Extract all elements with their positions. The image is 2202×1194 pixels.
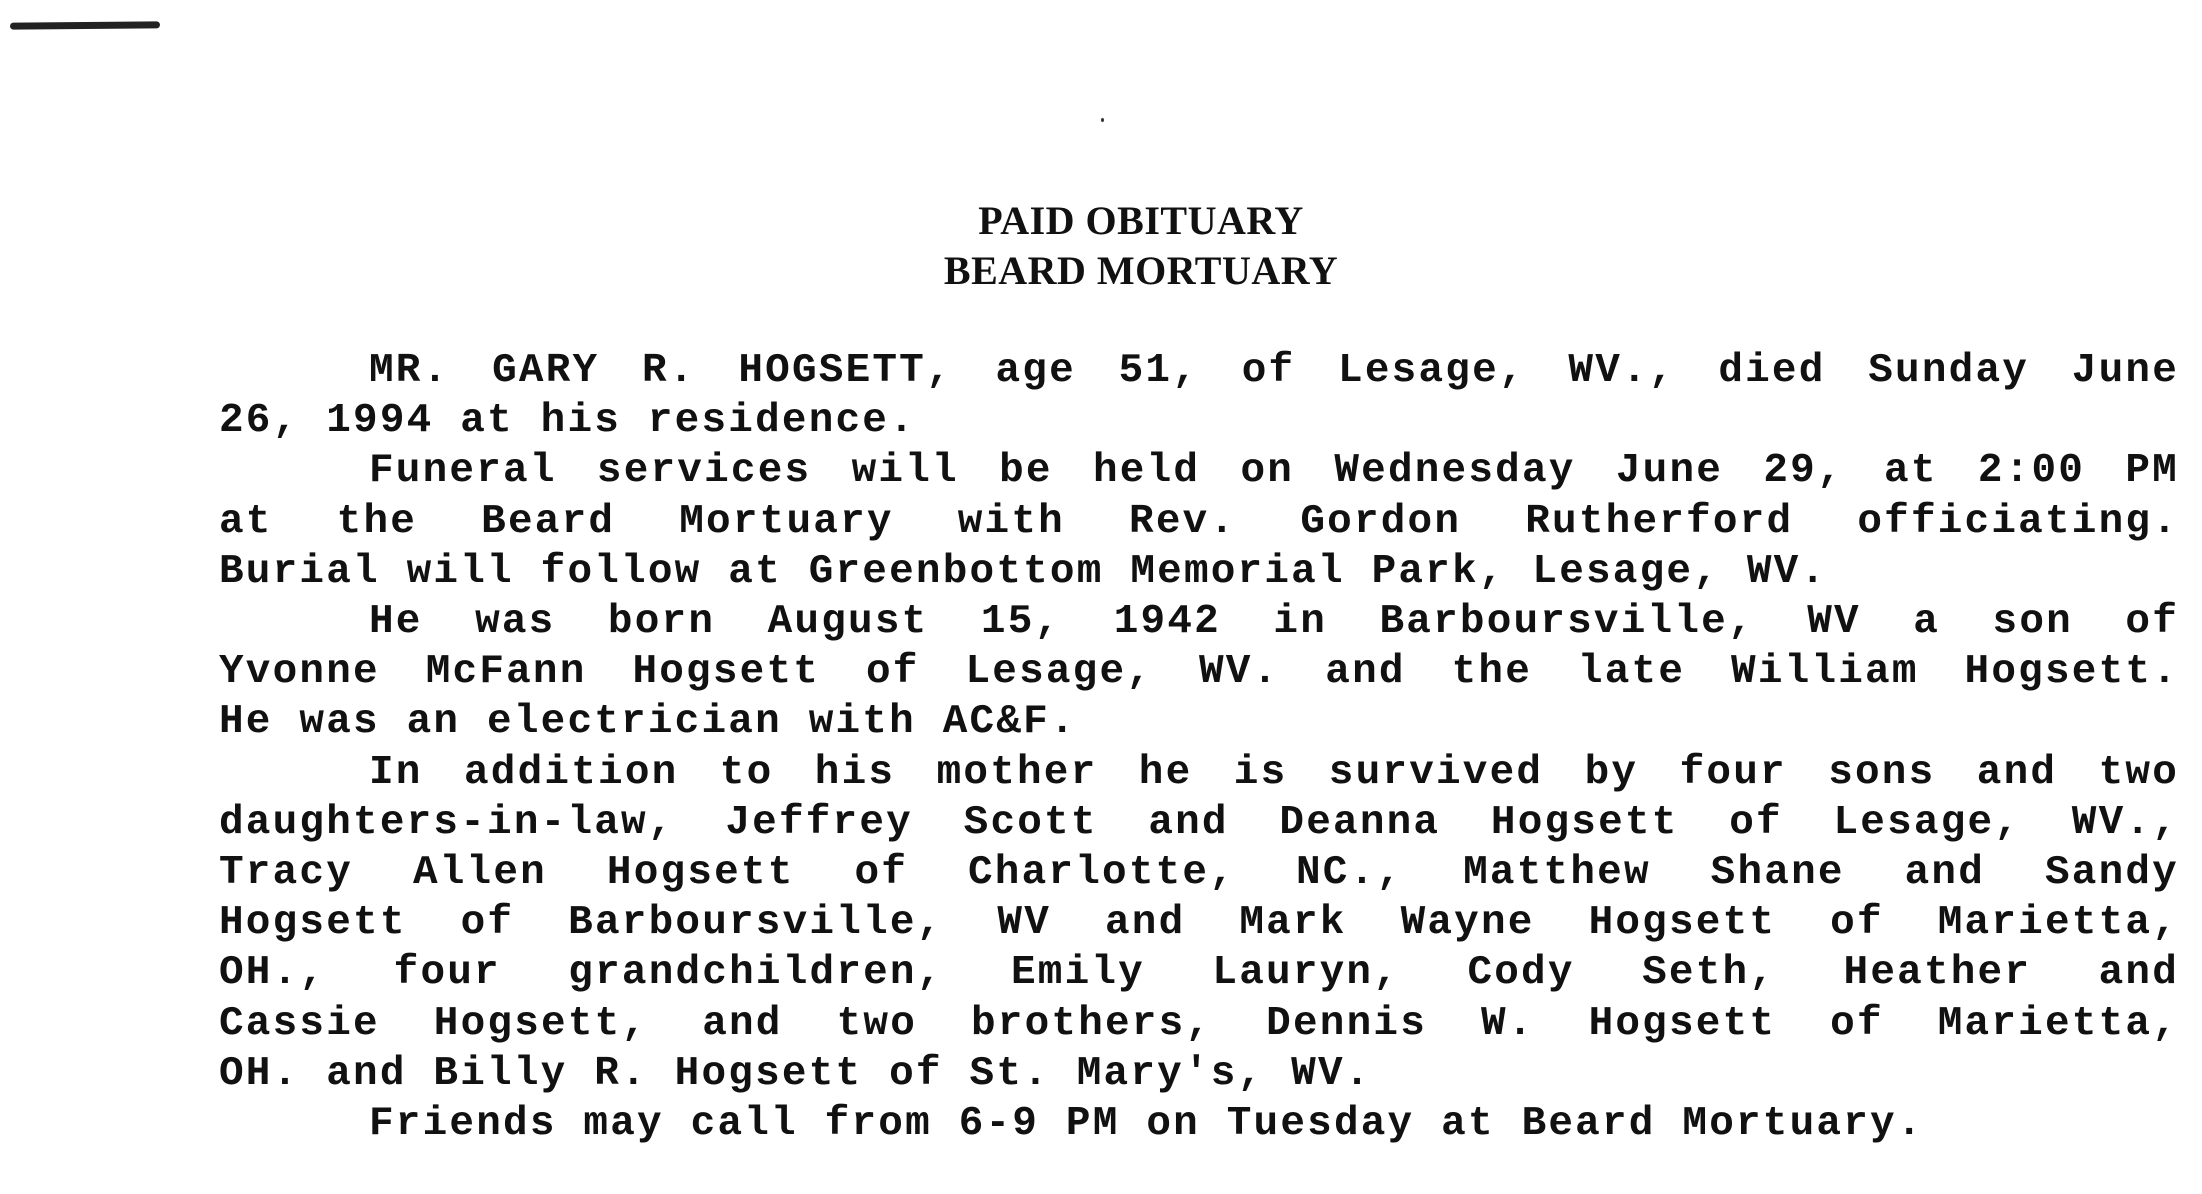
obituary-line: Friends may call from 6-9 PM on Tuesday at Beard Mortuary. [369, 1101, 1924, 1148]
document-subtitle: BEARD MORTUARY [943, 248, 1339, 293]
obituary-line: Burial will follow at Greenbottom Memorial Park, Lesage, WV. [219, 548, 1828, 595]
obituary-line: 26, 1994 at his residence. [219, 398, 916, 445]
obituary-line: Tracy Allen Hogsett of Charlotte, NC., Matthew Shane and Sandy [219, 850, 2179, 897]
obituary-line: OH. and Billy R. Hogsett of St. Mary's, WV. [219, 1050, 1372, 1097]
document-title: PAID OBITUARY [978, 198, 1304, 243]
obituary-line: Yvonne McFann Hogsett of Lesage, WV. and the late William Hogsett. [219, 649, 2179, 696]
scan-mark-decoration [10, 21, 160, 29]
obituary-line: He was an electrician with AC&F. [219, 699, 1077, 746]
obituary-body [219, 346, 2179, 1149]
obituary-line: Funeral services will be held on Wednesday June 29, at 2:00 PM [369, 448, 2179, 495]
obituary-line: In addition to his mother he is survived by four sons and two [369, 749, 2179, 796]
obituary-line: OH., four grandchildren, Emily Lauryn, Cody Seth, Heather and [219, 950, 2179, 997]
obituary-line: Hogsett of Barboursville, WV and Mark Wayne Hogsett of Marietta, [219, 900, 2179, 947]
obituary-line: He was born August 15, 1942 in Barboursville, WV a son of [369, 599, 2179, 646]
obituary-line: MR. GARY R. HOGSETT, age 51, of Lesage, WV., died Sunday June [369, 348, 2179, 394]
obituary-line: at the Beard Mortuary with Rev. Gordon Rutherford officiating. [219, 498, 2179, 545]
obituary-line: daughters-in-law, Jeffrey Scott and Deanna Hogsett of Lesage, WV., [219, 799, 2179, 846]
obituary-line: Cassie Hogsett, and two brothers, Dennis W. Hogsett of Marietta, [219, 1000, 2179, 1047]
scan-speck-decoration [1101, 118, 1104, 122]
